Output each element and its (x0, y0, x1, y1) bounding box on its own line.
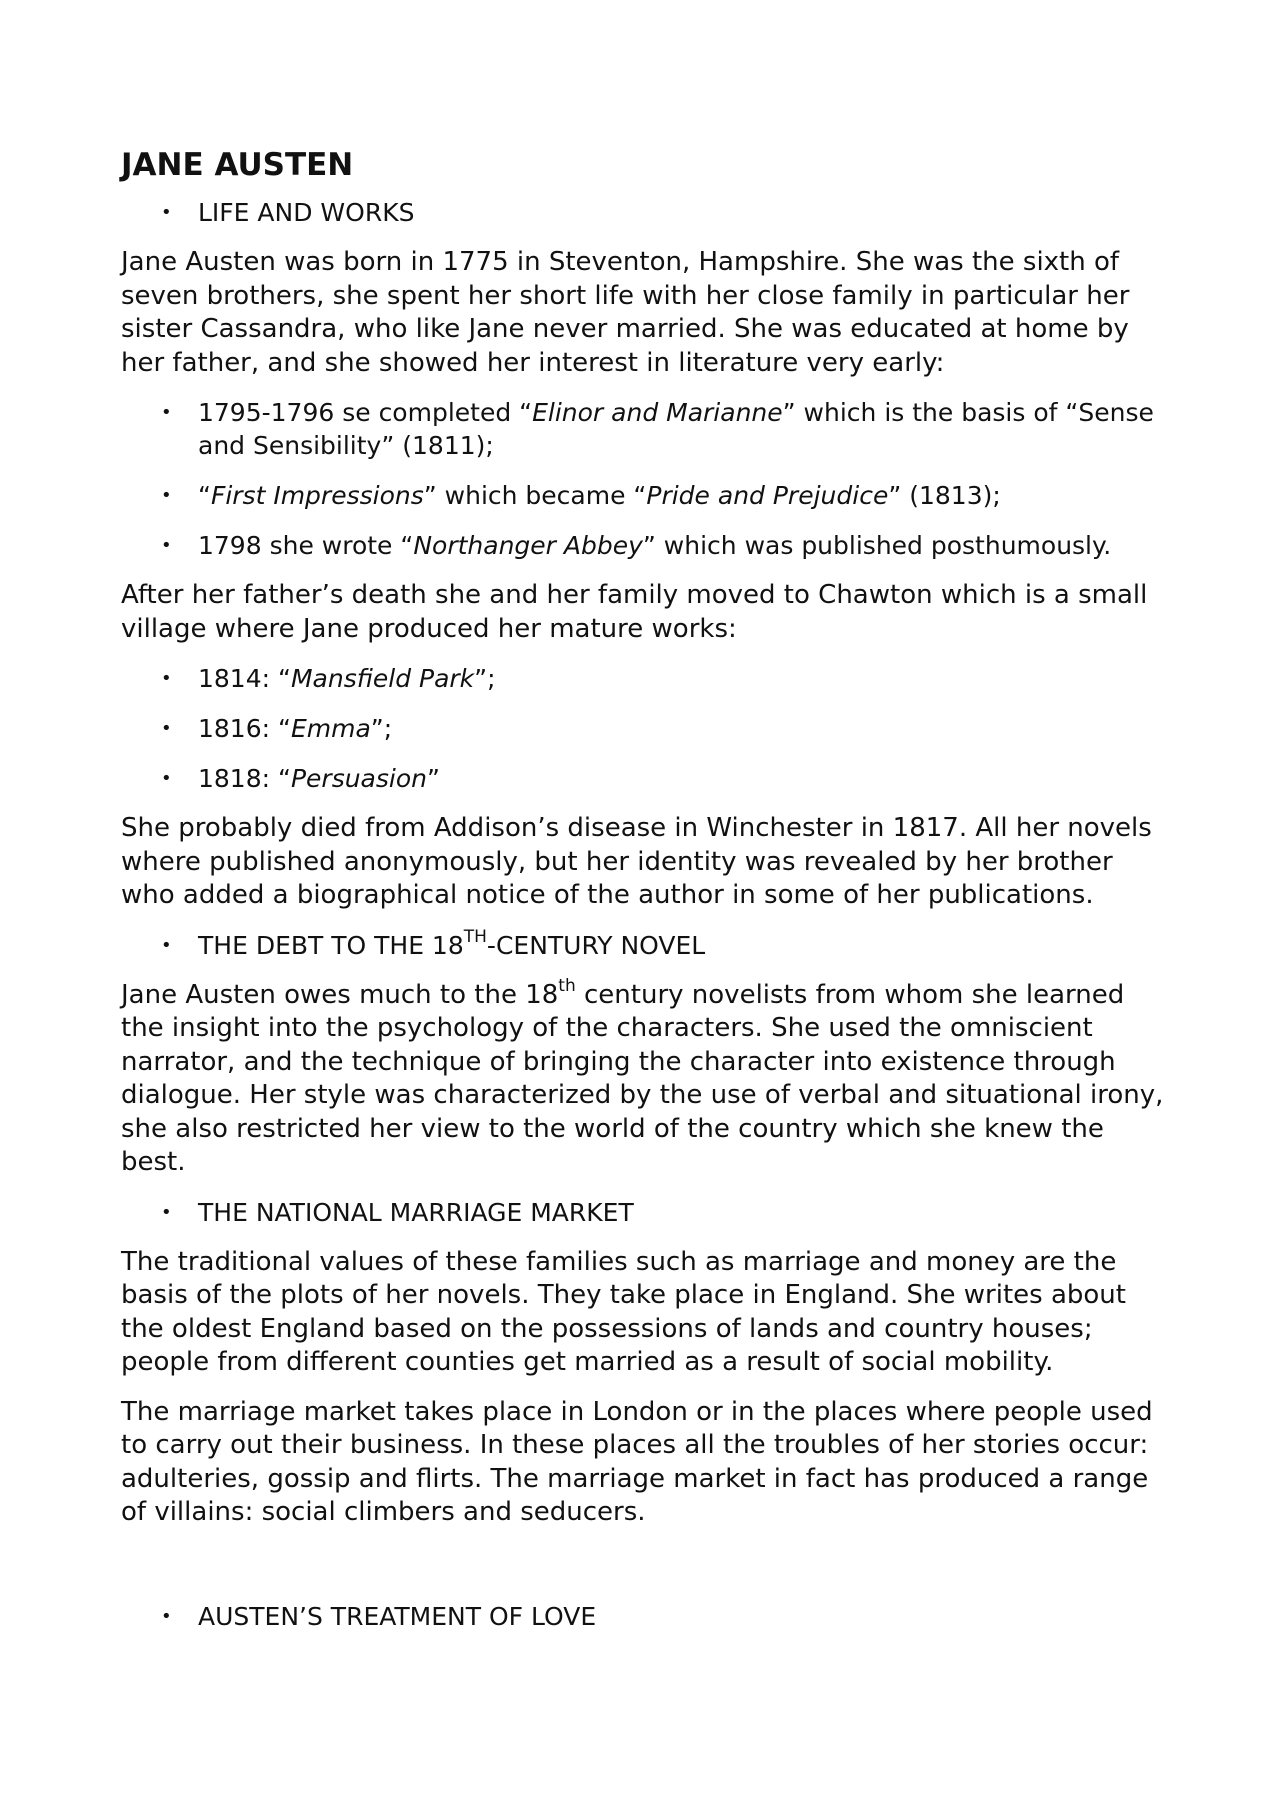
list-item-early-work: • “First Impressions” which became “Pride and Prejudice” (1813); (161, 481, 1001, 510)
section-heading-life-and-works: • LIFE AND WORKS (161, 198, 415, 227)
bullet-icon: • (161, 485, 172, 506)
list-item-mature-work: • 1814: “Mansfield Park”; (161, 664, 496, 693)
paragraph-marriage-2: The marriage market takes place in London or in the places where people used to carry out their business. In these places all the troubles of her stories occur: adulteries, gossip and flirts. The marriage market in fact has produced a range of villains: social climbers and seducers. (121, 1396, 1153, 1527)
bullet-icon: • (161, 202, 172, 223)
work-title: Elinor and Marianne (532, 398, 783, 427)
list-item-early-work: • 1798 she wrote “Northanger Abbey” which was published posthumously. (161, 531, 1112, 560)
work-title: Mansfield Park (290, 664, 475, 693)
list-item-mature-work: • 1816: “Emma”; (161, 714, 393, 743)
work-title: First Impressions (210, 481, 424, 510)
bullet-icon: • (161, 718, 172, 739)
list-item-early-work: • 1795-1796 se completed “Elinor and Marianne” which is the basis of “Sense and Sensibility” (1811); (161, 398, 1154, 460)
page-title: JANE AUSTEN (121, 147, 354, 183)
blank-line (121, 1546, 1171, 1600)
bullet-icon: • (161, 668, 172, 689)
bullet-icon: • (161, 934, 172, 956)
section-heading-debt: • THE DEBT TO THE 18TH-CENTURY NOVEL (161, 927, 706, 960)
section-heading-marriage-market: • THE NATIONAL MARRIAGE MARKET (161, 1197, 634, 1227)
bullet-icon: • (161, 535, 172, 556)
list-item-mature-work: • 1818: “Persuasion” (161, 764, 440, 793)
section-heading-love: • AUSTEN’S TREATMENT OF LOVE (161, 1601, 597, 1631)
paragraph-chawton: After her father’s death she and her family moved to Chawton which is a small village where Jane produced her mature works: (121, 580, 1148, 644)
bullet-icon: • (161, 1201, 172, 1223)
paragraph-death: She probably died from Addison’s disease in Winchester in 1817. All her novels where published anonymously, but her identity was revealed by her brother who added a biographical notice of the author in some of her publications. (121, 813, 1152, 910)
bullet-icon: • (161, 768, 172, 789)
work-title: Emma (290, 714, 371, 743)
work-title: Northanger Abbey (413, 531, 643, 560)
work-title: Pride and Prejudice (646, 481, 889, 510)
paragraph-life-intro: Jane Austen was born in 1775 in Steventon, Hampshire. She was the sixth of seven brothers, she spent her short life with her close family in particular her sister Cassandra, who like Jane never married. She was educated at home by her father, and she showed her interest in literature very early: (121, 247, 1130, 378)
paragraph-debt: Jane Austen owes much to the 18th century novelists from whom she learned the insight into the psychology of the characters. She used the omniscient narrator, and the technique of bringing the character into existence through dialogue. Her style was characterized by the use of verbal and situational irony, she also restricted her view to the world of the country which she knew the best. (121, 975, 1164, 1177)
work-title: Persuasion (290, 764, 427, 793)
paragraph-marriage-1: The traditional values of these families such as marriage and money are the basis of the plots of her novels. They take place in England. She writes about the oldest England based on the possessions of lands and country houses; people from different counties get married as a result of social mobility. (121, 1246, 1126, 1377)
document-page (121, 145, 1171, 1650)
bullet-icon: • (161, 402, 172, 423)
bullet-icon: • (161, 1605, 172, 1627)
